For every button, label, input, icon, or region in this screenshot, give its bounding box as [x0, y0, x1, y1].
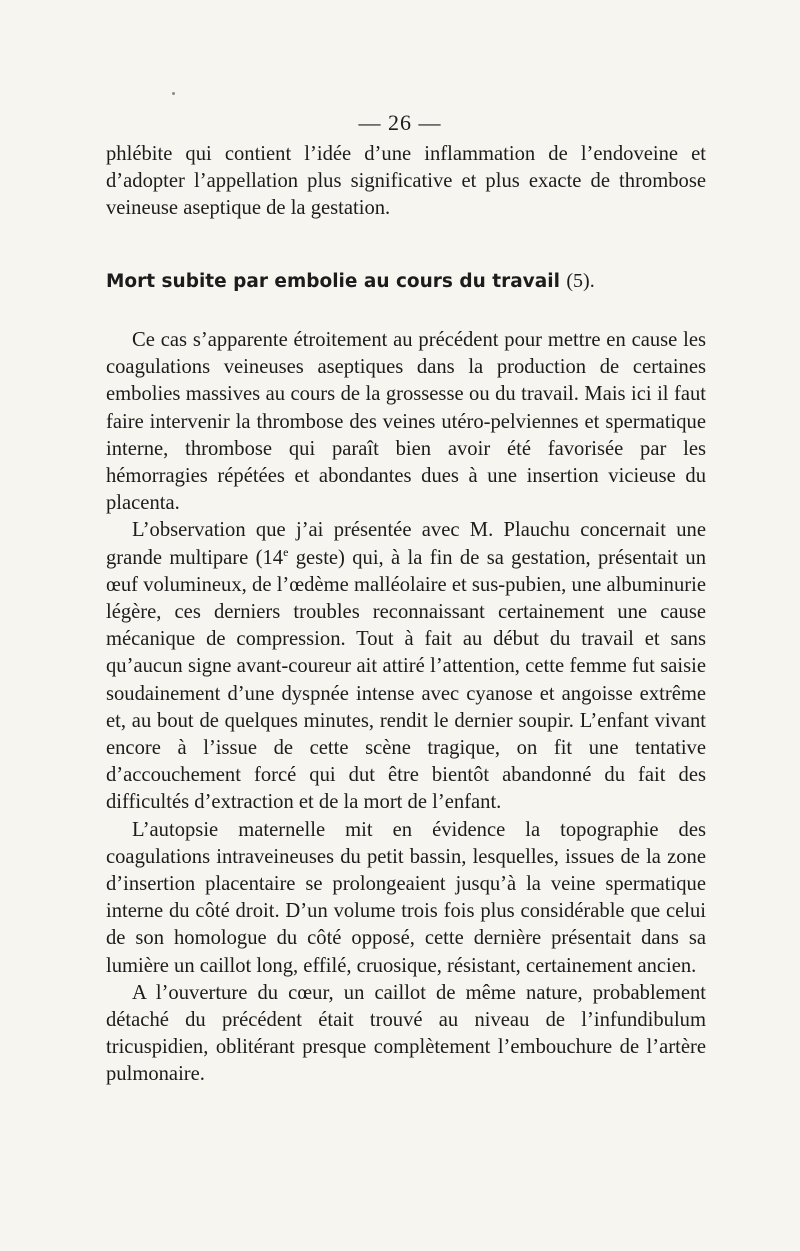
paragraph-4-heart: A l’ouverture du cœur, un caillot de même nature, probablement détaché du précédent était trouvé au niveau de l’infundibulum tricuspidien, oblitérant presque complètement l’embouchure de l’artère pulmonaire. — [106, 981, 706, 1086]
paragraph-3-autopsy: L’autopsie maternelle mit en évidence la topographie des coagulations intraveineuses du petit bassin, lesquelles, issues de la zone d’insertion placentaire se prolongeaient jusqu’à la veine spermatique interne du côté droit. D’un volume trois fois plus considérable que celui de son homologue du côté opposé, cette dernière présentait dans sa lumière un caillot long, effilé, cruosique, résistant, certainement ancien. — [106, 818, 706, 977]
section-body — [106, 327, 706, 1089]
section-reference: (5). — [566, 270, 595, 292]
section-heading-text: Mort subite par embolie au cours du travail — [106, 271, 560, 292]
section-heading — [106, 266, 726, 297]
intro-paragraph — [106, 141, 706, 223]
page-number: — 26 — — [358, 110, 442, 135]
observation-superscript: e — [283, 544, 289, 559]
observation-text-before: L’observation que j’ai présentée avec M. Plauchu concernait une grande multipare (14 — [106, 519, 706, 569]
intro-text: phlébite qui contient l’idée d’une inflammation de l’endoveine et d’adopter l’appellation plus significative et plus exacte de thrombose veineuse aseptique de la gestation. — [106, 143, 706, 220]
paragraph-1: Ce cas s’apparente étroitement au précédent pour mettre en cause les coagulations veineuses aseptiques dans la production de certaines embolies massives au cours de la grossesse ou du travail. Mais ici il faut faire intervenir la thrombose des veines utéro-pelviennes et spermatique interne, thrombose qui paraît bien avoir été favorisée par les hémorragies répétées et abondantes dues à une insertion vicieuse du placenta. — [106, 329, 706, 515]
scan-speck — [172, 92, 175, 95]
observation-text-after: geste) qui, à la fin de sa gestation, présentait un œuf volumineux, de l’œdème malléolaire et sus-pubien, une albuminurie légère, ces derniers troubles reconnaissant certainement une cause mécanique de compression. Tout à fait au début du travail et sans qu’aucun signe avant-coureur ait attiré l’attention, cette femme fut saisie soudainement d’une dyspnée intense avec cyanose et angoisse extrême et, au bout de quelques minutes, rendit le dernier soupir. L’enfant vivant encore à l’issue de cette scène tragique, on fit une tentative d’accouchement forcé qui dut être bientôt abandonné du fait des difficultés d’extraction et de la mort de l’enfant. — [106, 546, 706, 814]
paragraph-2-observation — [106, 517, 706, 816]
